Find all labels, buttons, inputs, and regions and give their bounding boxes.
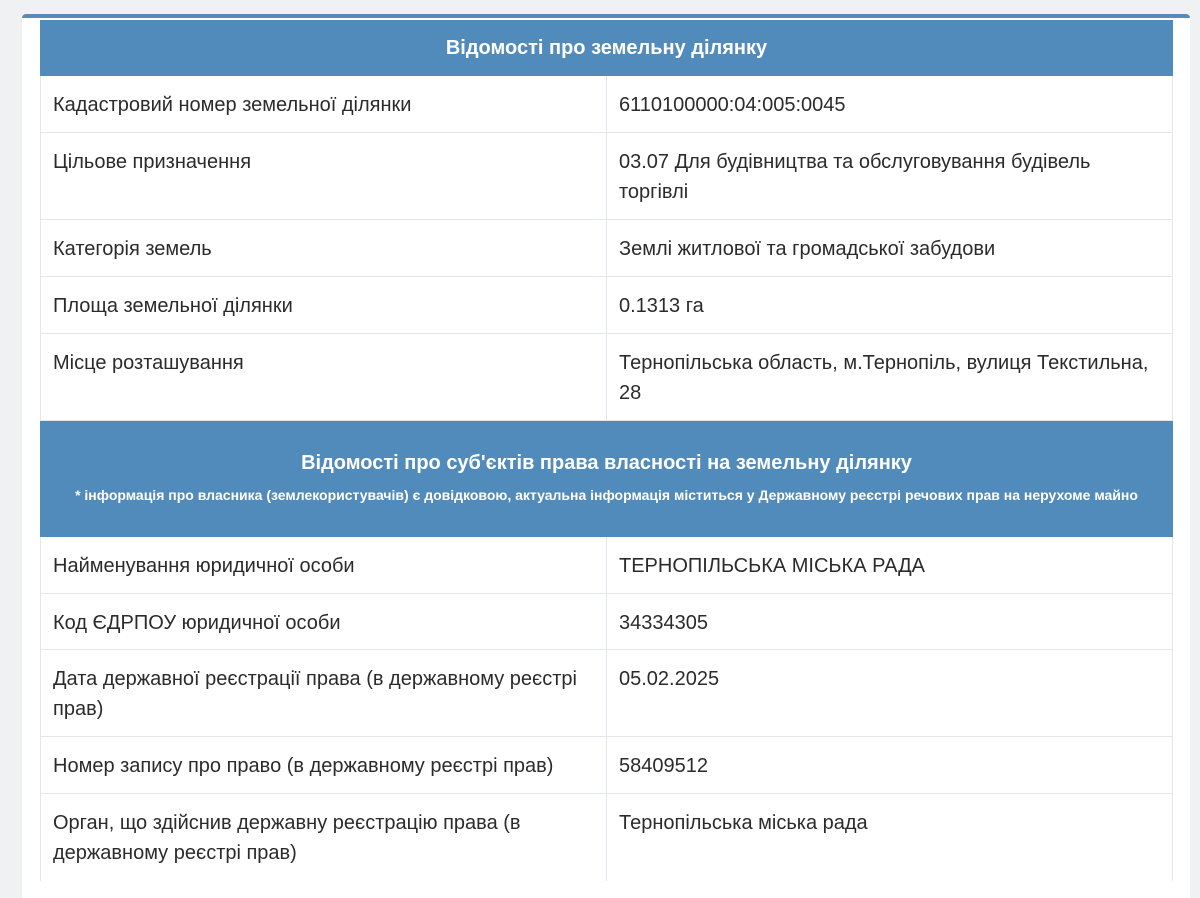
table-row [40, 650, 1173, 737]
table-row [40, 334, 1173, 421]
table-row [40, 133, 1173, 220]
table-row [40, 277, 1173, 334]
row-value-location: Тернопільська область, м.Тернопіль, вулиця Текстильна, 28 [619, 352, 1149, 404]
row-label-purpose: Цільове призначення [41, 133, 607, 219]
row-label-location: Місце розташування [41, 334, 607, 420]
row-value-cadastral-number: 6110100000:04:005:0045 [619, 94, 846, 116]
row-value-record-number: 58409512 [619, 755, 708, 777]
row-label-record-number: Номер запису про право (в державному реєстрі прав) [41, 737, 607, 793]
row-value-legal-entity-name: ТЕРНОПІЛЬСЬКА МІСЬКА РАДА [619, 555, 925, 577]
owner-section-header [40, 421, 1173, 537]
land-section-header [40, 20, 1173, 76]
land-info-table [40, 20, 1173, 881]
row-value-registration-authority: Тернопільська міська рада [619, 812, 868, 834]
table-row [40, 537, 1173, 594]
owner-section-title: Відомості про суб'єктів права власності на земельну ділянку [301, 452, 912, 474]
row-value-edrpou-code: 34334305 [619, 612, 708, 634]
info-panel [22, 14, 1190, 898]
row-label-edrpou-code: Код ЄДРПОУ юридичної особи [41, 594, 607, 649]
land-section-title: Відомості про земельну ділянку [445, 36, 768, 59]
row-label-cadastral-number: Кадастровий номер земельної ділянки [41, 76, 607, 132]
table-row [40, 594, 1173, 650]
table-row [40, 737, 1173, 794]
row-value-area: 0.1313 га [619, 295, 704, 317]
row-label-registration-authority: Орган, що здійснив державну реєстрацію права (в державному реєстрі прав) [41, 794, 607, 881]
row-label-area: Площа земельної ділянки [41, 277, 607, 333]
table-row [40, 794, 1173, 881]
row-value-purpose: 03.07 Для будівництва та обслуговування будівель торгівлі [619, 151, 1091, 203]
table-row [40, 76, 1173, 133]
table-row [40, 220, 1173, 277]
owner-section-note: * інформація про власника (землекористувачів) є довідковою, актуальна інформація міститься у Державному реєстрі речових прав на нерухоме майно [75, 487, 1138, 503]
row-value-land-category: Землі житлової та громадської забудови [619, 238, 996, 260]
row-value-registration-date: 05.02.2025 [619, 668, 720, 690]
row-label-registration-date: Дата державної реєстрації права (в державному реєстрі прав) [41, 650, 607, 736]
row-label-land-category: Категорія земель [41, 220, 607, 276]
row-label-legal-entity-name: Найменування юридичної особи [41, 537, 607, 593]
